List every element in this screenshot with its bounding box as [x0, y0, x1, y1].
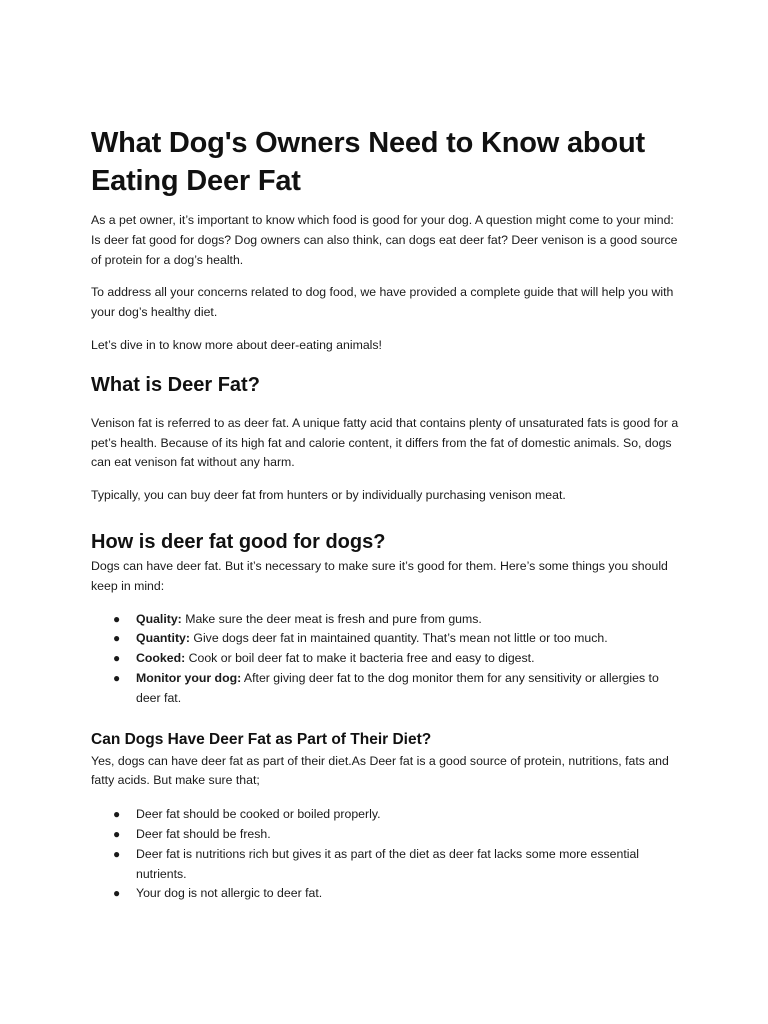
- bullet-icon: ●: [113, 670, 121, 685]
- list-item-label: Quality:: [136, 611, 182, 626]
- bullet-icon: ●: [113, 611, 121, 626]
- list-item: [91, 884, 681, 904]
- list-item-text: After giving deer fat to the dog monitor them for any sensitivity or allergies to deer fat.: [136, 670, 659, 705]
- list-item-text: Deer fat is nutritions rich but gives it as part of the diet as deer fat lacks some more essential nutrients.: [136, 846, 640, 881]
- list-item-text: Your dog is not allergic to deer fat.: [136, 886, 323, 901]
- intro-paragraph-1: As a pet owner, it’s important to know which food is good for your dog. A question might come to your mind: Is deer fat good for dogs? Dog owners can also think, can dogs eat deer fat? Deer venison is a good source of protein for a dog’s health.: [91, 213, 678, 267]
- list-item-label: Cooked:: [136, 651, 186, 666]
- bullet-icon: ●: [113, 826, 121, 841]
- list-item-text: Give dogs deer fat in maintained quantity. That’s mean not little or too much.: [189, 631, 608, 646]
- document-page: [91, 124, 681, 904]
- intro-paragraph-2: To address all your concerns related to dog food, we have provided a complete guide that will help you with your dog’s healthy diet.: [91, 285, 674, 320]
- bullet-icon: ●: [113, 631, 121, 646]
- bullet-icon: ●: [113, 651, 121, 666]
- list-item-label: Quantity:: [136, 631, 190, 646]
- list-item: [91, 649, 681, 669]
- section1-paragraph-2: Typically, you can buy deer fat from hunters or by individually purchasing venison meat.: [91, 488, 566, 503]
- conditions-list: [91, 805, 681, 904]
- list-item-text: Make sure the deer meat is fresh and pure from gums.: [181, 611, 482, 626]
- section1-paragraph-1: Venison fat is referred to as deer fat. A unique fatty acid that contains plenty of unsaturated fats is good for a pet’s health. Because of its high fat and calorie content, it differs from the fat of domestic animals. So, dogs can eat venison fat without any harm.: [91, 415, 679, 470]
- bullet-icon: ●: [113, 886, 121, 901]
- list-item-text: Deer fat should be cooked or boiled properly.: [136, 807, 381, 822]
- list-item: [91, 610, 681, 630]
- list-item-label: Monitor your dog:: [136, 670, 242, 685]
- section-heading-what-is-deer-fat: What is Deer Fat?: [91, 373, 260, 396]
- intro-paragraph-3: Let’s dive in to know more about deer-eating animals!: [91, 337, 382, 352]
- list-item-text: Cook or boil deer fat to make it bacteria free and easy to digest.: [185, 651, 535, 666]
- list-item: [91, 825, 681, 845]
- bullet-icon: ●: [113, 807, 121, 822]
- list-item: [91, 669, 681, 709]
- list-item: [91, 845, 681, 885]
- bullet-icon: ●: [113, 846, 121, 861]
- tips-list: [91, 610, 681, 709]
- list-item-text: Deer fat should be fresh.: [136, 826, 271, 841]
- section3-paragraph-1: Yes, dogs can have deer fat as part of their diet.As Deer fat is a good source of protein, nutritions, fats and fatty acids. But make sure that;: [91, 753, 669, 788]
- list-item: [91, 629, 681, 649]
- section2-paragraph-1: Dogs can have deer fat. But it’s necessary to make sure it’s good for them. Here’s some things you should keep in mind:: [91, 558, 668, 593]
- article-title: What Dog's Owners Need to Know about Eating Deer Fat: [91, 127, 645, 197]
- list-item: [91, 805, 681, 825]
- section-heading-can-dogs-have-deer-fat: Can Dogs Have Deer Fat as Part of Their Diet?: [91, 730, 432, 748]
- section-heading-how-is-deer-fat-good: How is deer fat good for dogs?: [91, 530, 386, 553]
